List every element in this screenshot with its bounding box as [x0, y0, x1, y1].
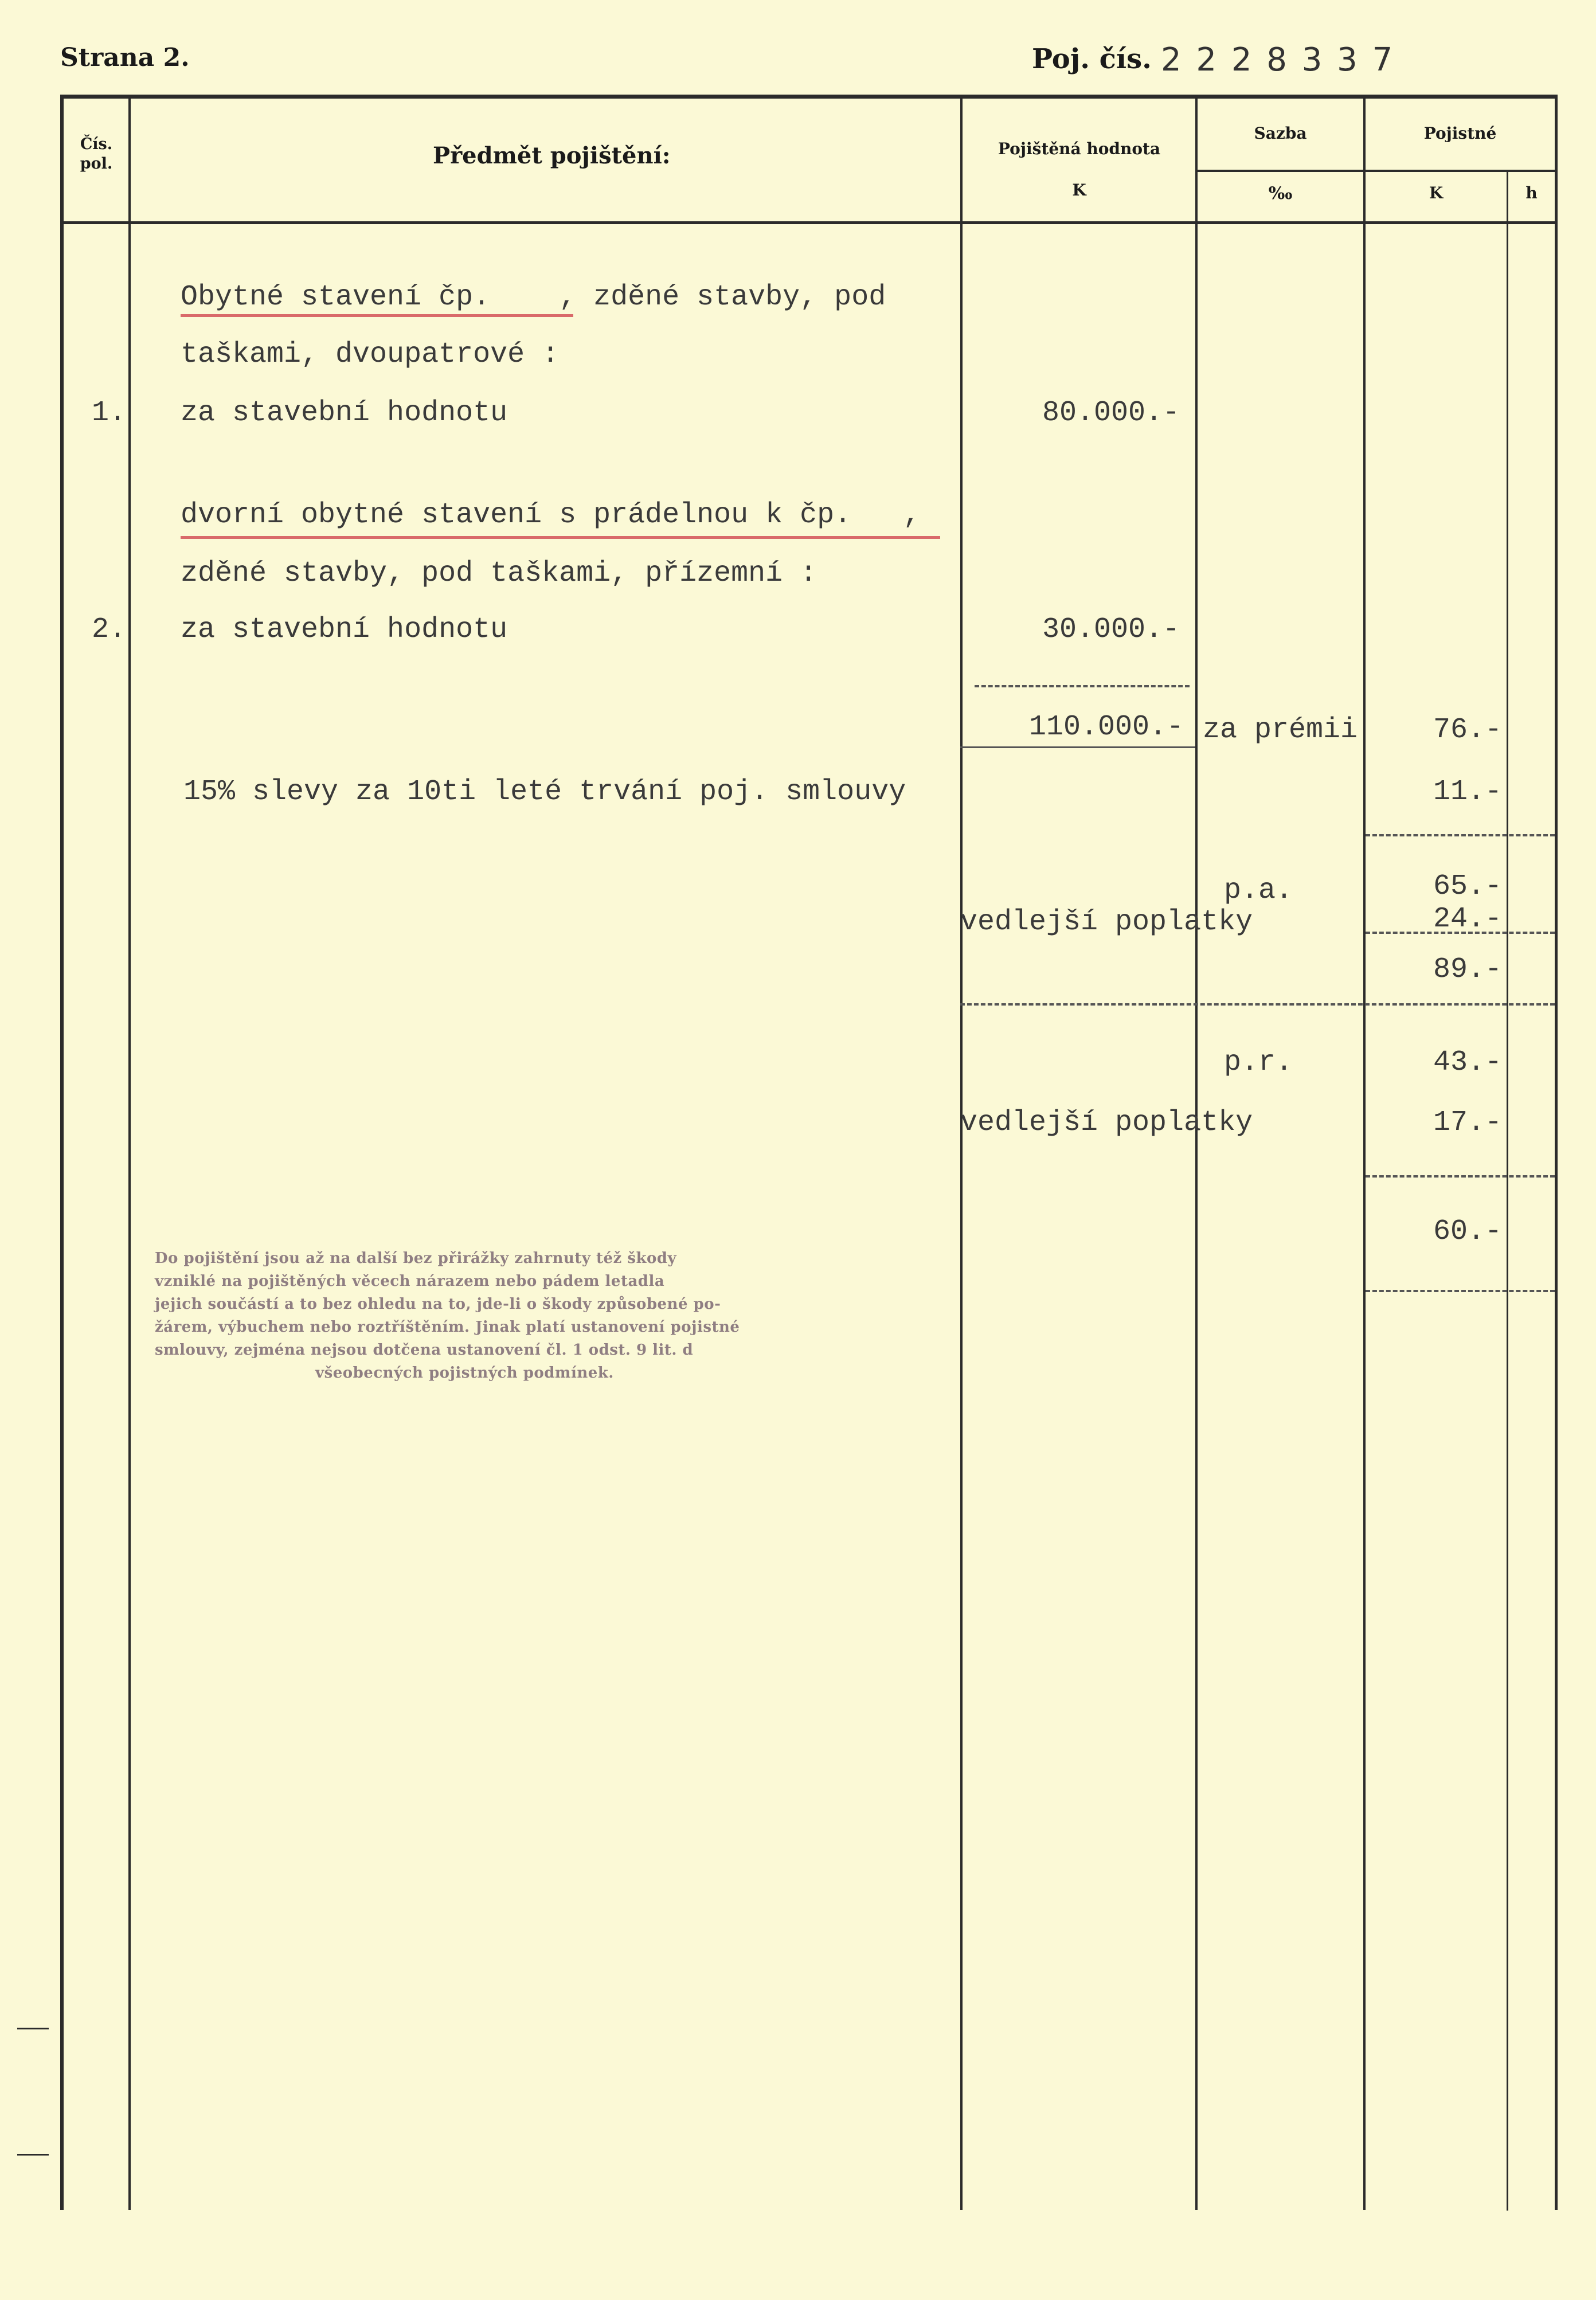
fees1-amount: 24.- [1433, 903, 1503, 936]
row2-description-line3: za stavební hodnotu [181, 613, 508, 646]
row2-description-line2: zděné stavby, pod taškami, přízemní : [181, 557, 817, 590]
discount-description: 15% slevy za 10ti leté trvání poj. smlouvy [183, 776, 906, 808]
row1-description-line2: taškami, dvoupatrové : [181, 338, 560, 371]
row1-description-line1: Obytné stavení čp. , zděné stavby, pod [181, 281, 886, 314]
discount-amount: 11.- [1433, 776, 1503, 808]
pa-label: p.a. [1224, 874, 1293, 907]
row1-insured-value: 80.000.- [1042, 397, 1180, 429]
row2-description-line1: dvorní obytné stavení s prádelnou k čp. , [181, 499, 921, 531]
rubber-stamp-clause: Do pojištění jsou až na další bez přirážky zahrnuty též škody vzniklé na pojištěných věcech nárazem nebo pádem letadla jejich součástí a to bez ohledu na to, jde-li o škody způsobené po- žárem, výbuchem nebo roztříštěním. Jinak platí ustanovení pojistné smlouvy, zejména nejsou dotčena ustanovení čl. 1 odst. 9 lit. d všeobecných pojistných podmínek. [155, 1250, 740, 1382]
col-rate: Sazba [1254, 124, 1307, 143]
for-premium-label: za prémii [1203, 714, 1358, 746]
total-insured-value: 110.000.- [1029, 711, 1184, 744]
subtotal2: 60.- [1433, 1215, 1503, 1248]
col-premium: Pojistné [1423, 124, 1497, 143]
col-rate-unit: ‰ [1268, 183, 1293, 204]
col-insured-value: Pojištěná hodnota [998, 139, 1161, 158]
subtotal1: 89.- [1433, 953, 1503, 986]
page-label: Strana 2. [60, 43, 190, 72]
fees2-label: vedlejší poplatky [960, 1106, 1253, 1139]
col-insured-value-unit: K [1072, 181, 1086, 200]
premium-total: 76.- [1433, 714, 1503, 746]
pr-amount: 43.- [1433, 1046, 1503, 1079]
policy-label: Poj. čís. [1032, 43, 1152, 75]
pa-amount: 65.- [1433, 870, 1503, 903]
fees2-amount: 17.- [1433, 1106, 1503, 1139]
fees1-label: vedlejší poplatky [960, 906, 1253, 938]
col-subject: Předmět pojištění: [433, 142, 671, 169]
col-item-no: Čís. pol. [80, 135, 113, 173]
col-premium-h: h [1525, 183, 1538, 202]
row2-insured-value: 30.000.- [1042, 613, 1180, 646]
pr-label: p.r. [1224, 1046, 1293, 1079]
col-premium-k: K [1429, 183, 1444, 202]
row1-number: 1. [92, 397, 127, 429]
row2-number: 2. [92, 613, 127, 646]
policy-number: 2 2 2 8 3 3 7 [1161, 41, 1395, 79]
row1-description-line3: za stavební hodnotu [181, 397, 508, 429]
